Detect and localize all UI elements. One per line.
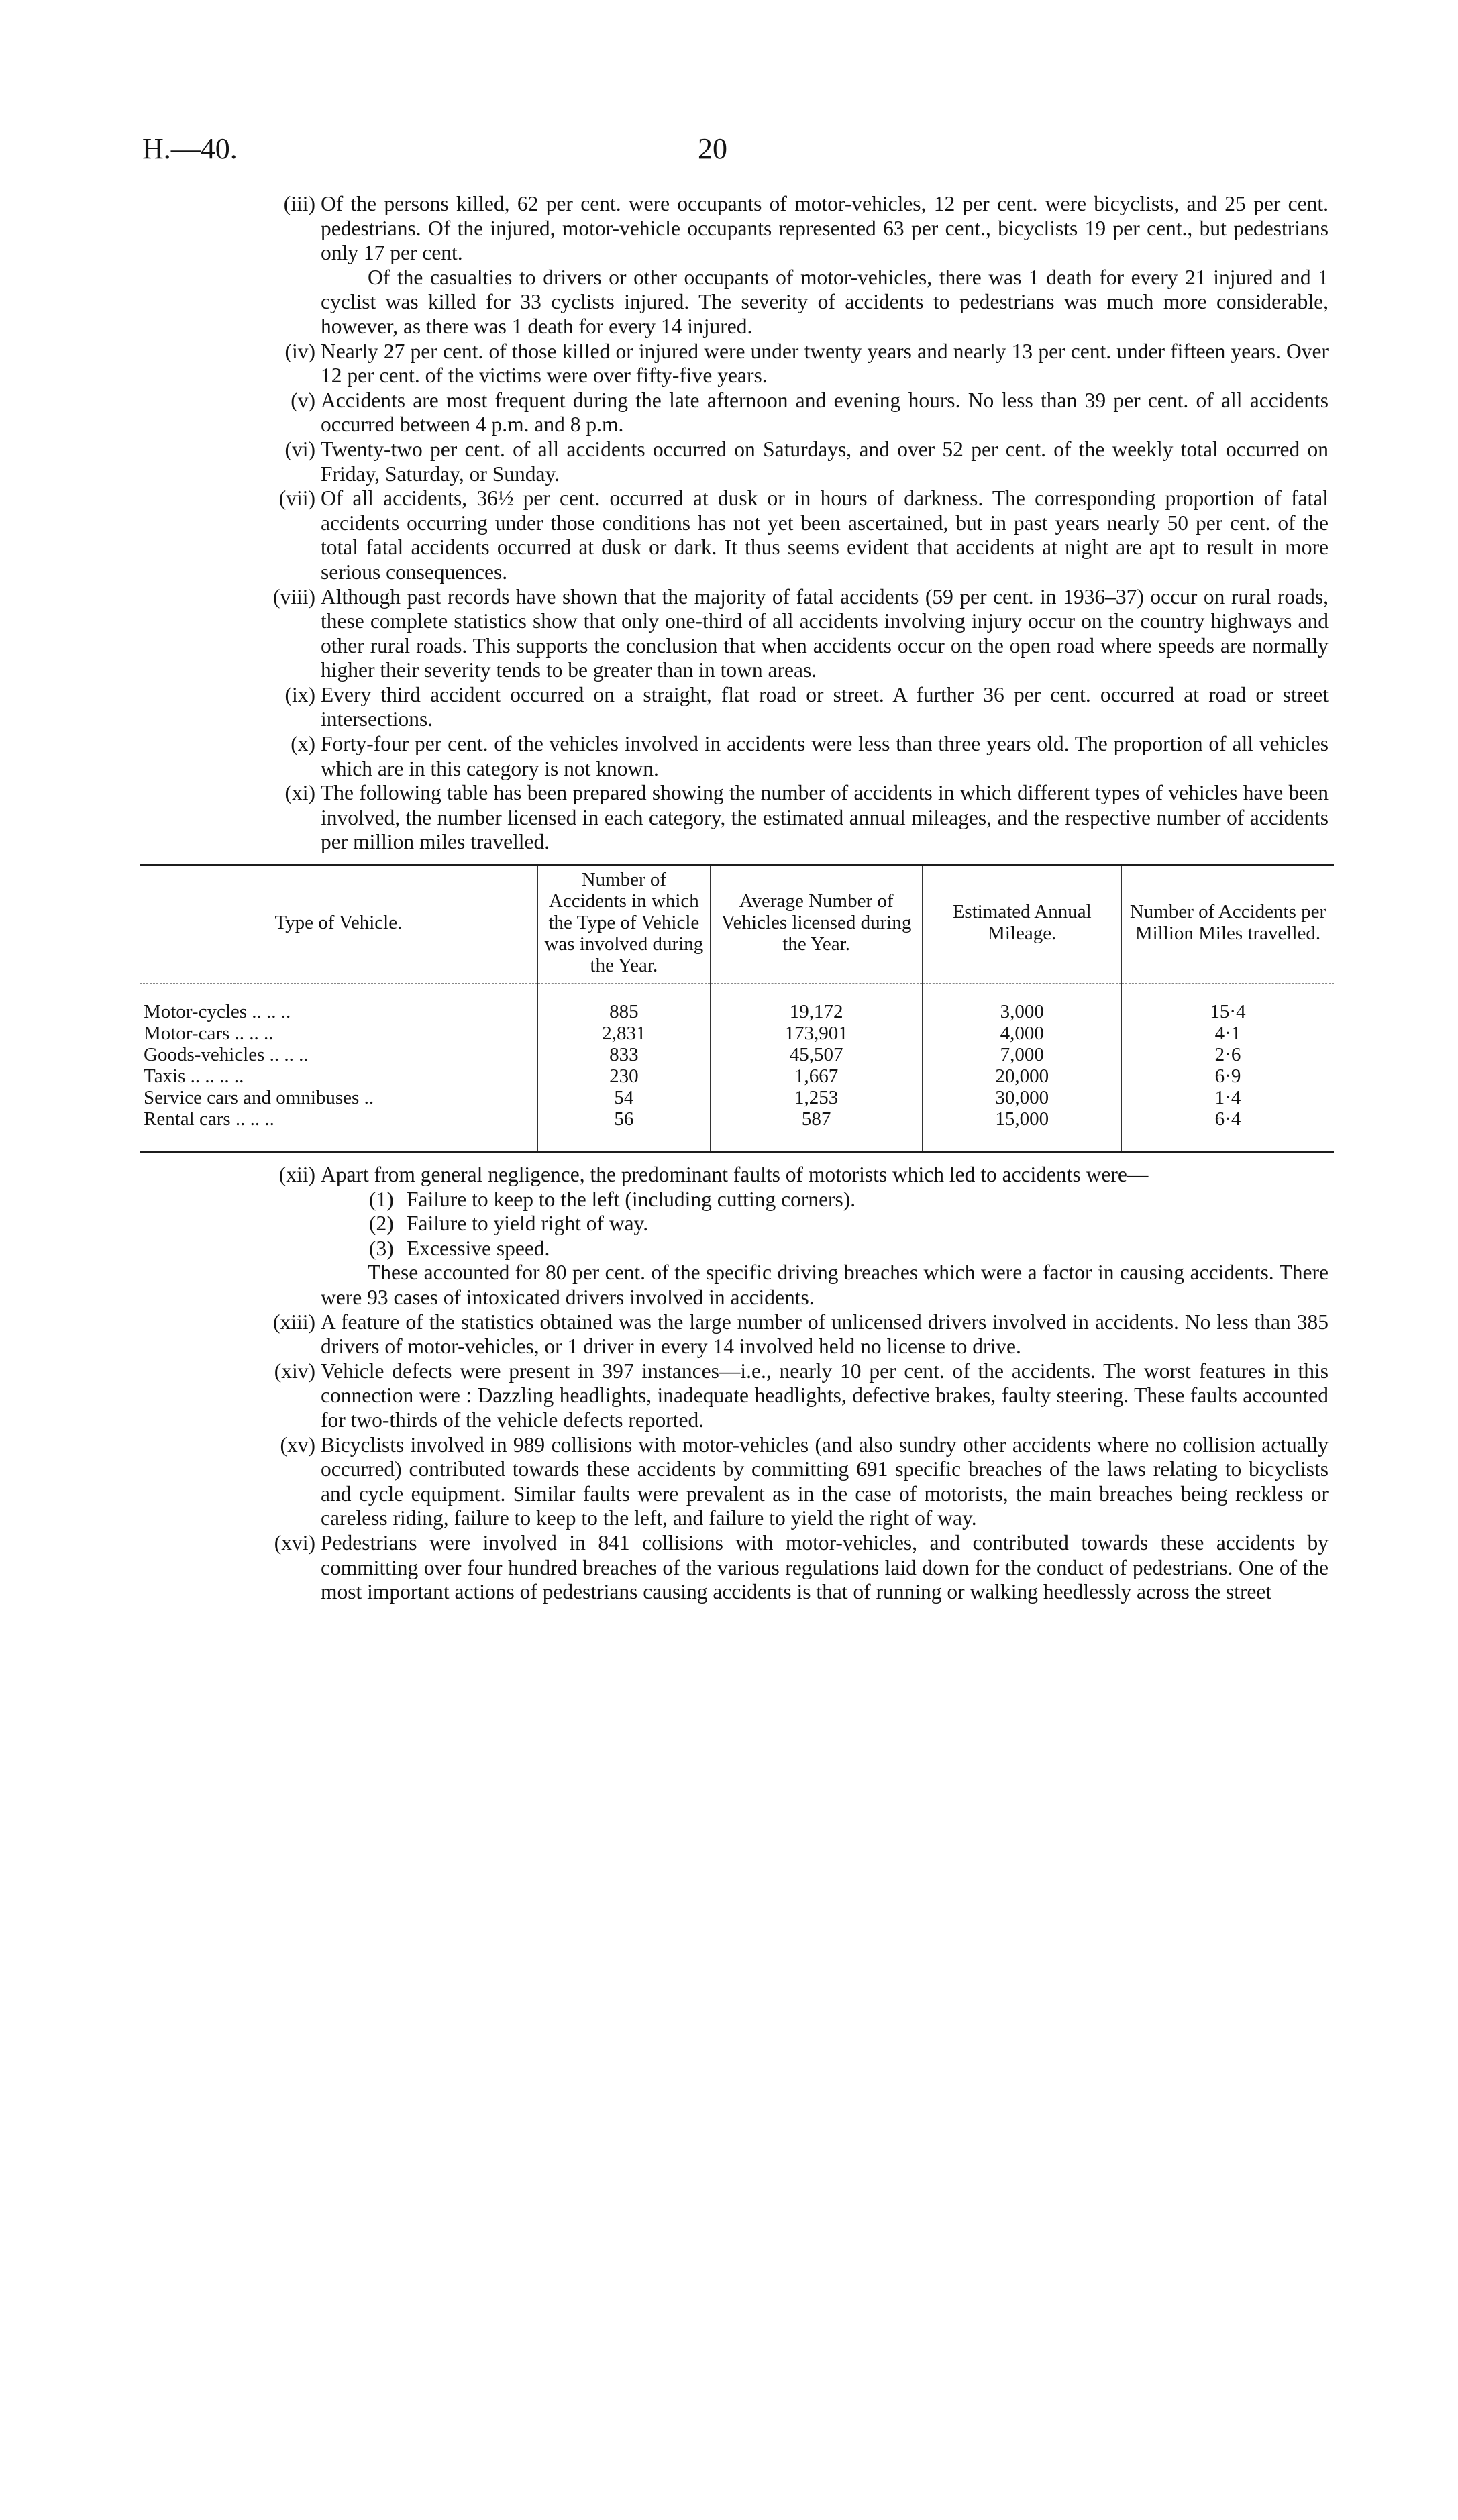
table-row bbox=[140, 1001, 1334, 1022]
item-text: Pedestrians were involved in 841 collisions with motor-vehicles, and contributed towards these accidents by committing over four hundred breaches of the various regulations laid down for the conduct of pedestrians. One of the most important actions of pedestrians causing accidents is that of running or walking heedlessly across the street bbox=[321, 1530, 1329, 1604]
item-number: (x) bbox=[291, 732, 315, 756]
document-reference: H.—40. bbox=[142, 132, 238, 165]
item-text: A feature of the statistics obtained was the large number of unlicensed drivers involved in accidents. No less than 385 drivers of motor-vehicles, or 1 driver in every 14 involved held no license to drive. bbox=[321, 1310, 1329, 1359]
item-text: Twenty-two per cent. of all accidents occurred on Saturdays, and over 52 per cent. of the weekly total occurred on Friday, Saturday, or Sunday. bbox=[321, 437, 1329, 486]
list-item bbox=[201, 388, 1329, 437]
list-item bbox=[201, 486, 1329, 584]
cell-per-million: 6·4 bbox=[1122, 1108, 1334, 1130]
item-number: (ix) bbox=[284, 682, 315, 706]
item-text: Forty-four per cent. of the vehicles involved in accidents were less than three years old. The proportion of all vehicles which are in this category is not known. bbox=[321, 732, 1329, 780]
cell-accidents: 230 bbox=[537, 1065, 710, 1087]
list-item bbox=[201, 192, 1329, 266]
header-per-million: Number of Accidents per Million Miles travelled. bbox=[1122, 866, 1334, 984]
cell-per-million: 15·4 bbox=[1122, 1001, 1334, 1022]
cell-type: Motor-cycles .. .. .. bbox=[144, 1001, 291, 1023]
item-text: Accidents are most frequent during the late afternoon and evening hours. No less than 39 per cent. of all accidents occurred between 4 p.m. and 8 p.m. bbox=[321, 388, 1329, 437]
list-item bbox=[201, 585, 1329, 683]
page-number: 20 bbox=[698, 132, 727, 165]
list-item bbox=[201, 732, 1329, 781]
item-number: (vi) bbox=[284, 437, 315, 461]
cell-mileage: 3,000 bbox=[923, 1001, 1122, 1022]
cell-per-million: 4·1 bbox=[1122, 1022, 1334, 1044]
cell-accidents: 833 bbox=[537, 1044, 710, 1065]
item-xii bbox=[201, 1163, 1329, 1310]
cell-accidents: 54 bbox=[537, 1087, 710, 1108]
item-text: Nearly 27 per cent. of those killed or injured were under twenty years and nearly 13 per cent. under fifteen years. Over 12 per cent. of the victims were over fifty-five years. bbox=[321, 339, 1329, 388]
cell-per-million: 6·9 bbox=[1122, 1065, 1334, 1087]
header-mileage: Estimated Annual Mileage. bbox=[923, 866, 1122, 984]
table-row bbox=[140, 1065, 1334, 1087]
list-item bbox=[201, 683, 1329, 732]
continuation-paragraph: Of the casualties to drivers or other occupants of motor-vehicles, there was 1 death for every 21 injured and 1 cyclist was killed for 33 cyclists injured. The severity of accidents to pedestrians was much more considerable, however, as there was 1 death for every 14 injured. bbox=[321, 265, 1329, 338]
list-item bbox=[201, 1433, 1329, 1531]
item-number: (vii) bbox=[278, 486, 315, 511]
header-licensed: Average Number of Vehicles licensed during the Year. bbox=[710, 866, 922, 984]
cell-type: Motor-cars .. .. .. bbox=[144, 1022, 274, 1045]
fault-number: (2) bbox=[369, 1212, 394, 1236]
item-text: Apart from general negligence, the predominant faults of motorists which led to accidents were— bbox=[321, 1163, 1149, 1187]
list-item bbox=[201, 1531, 1329, 1605]
table-header-row bbox=[140, 866, 1334, 984]
fault-list-item bbox=[201, 1237, 1329, 1261]
body-text bbox=[144, 192, 1329, 1605]
cell-per-million: 2·6 bbox=[1122, 1044, 1334, 1065]
items-after-table bbox=[201, 1310, 1329, 1605]
vehicle-statistics-table bbox=[140, 866, 1334, 1151]
fault-list-item bbox=[201, 1188, 1329, 1212]
items-before-table bbox=[201, 192, 1329, 855]
item-text: Although past records have shown that the majority of fatal accidents (59 per cent. in 1936–37) occur on rural roads, these complete statistics show that only one-third of all accidents involving injury occur on the country highways and other rural roads. This supports the conclusion that when accidents occur on the open road where speeds are normally higher their severity tends to be greater than in town areas. bbox=[321, 584, 1329, 682]
item-number: (xvi) bbox=[274, 1530, 315, 1555]
list-item bbox=[201, 1359, 1329, 1433]
table-row bbox=[140, 1108, 1334, 1130]
cell-type: Taxis .. .. .. .. bbox=[144, 1065, 244, 1088]
item-text: Every third accident occurred on a straight, flat road or street. A further 36 per cent. occurred at road or street intersections. bbox=[321, 682, 1329, 731]
item-number: (v) bbox=[291, 388, 315, 412]
cell-mileage: 20,000 bbox=[923, 1065, 1122, 1087]
cell-mileage: 7,000 bbox=[923, 1044, 1122, 1065]
item-number: (iii) bbox=[283, 192, 315, 215]
list-item bbox=[201, 1163, 1329, 1188]
item-text: Vehicle defects were present in 397 instances—i.e., nearly 10 per cent. of the accidents. The worst features in this connection were : Dazzling headlights, inadequate headlights, defective brakes, faulty steering. These faults accounted for two-thirds of the vehicle defects reported. bbox=[321, 1359, 1329, 1432]
item-number: (iv) bbox=[284, 339, 315, 363]
item-text: Of the persons killed, 62 per cent. were occupants of motor-vehicles, 12 per cent. were bicyclists, and 25 per cent. pedestrians. Of the injured, motor-vehicle occupants represented 63 per cent., bicyclists 19 per cent., but pedestrians only 17 per cent. bbox=[321, 192, 1329, 265]
item-number: (xii) bbox=[278, 1163, 315, 1187]
item-number: (xiii) bbox=[273, 1310, 315, 1334]
cell-accidents: 2,831 bbox=[537, 1022, 710, 1044]
item-follow-text: These accounted for 80 per cent. of the specific driving breaches which were a factor in causing accidents. There were 93 cases of intoxicated drivers involved in accidents. bbox=[321, 1261, 1329, 1309]
cell-mileage: 4,000 bbox=[923, 1022, 1122, 1044]
fault-number: (3) bbox=[369, 1236, 394, 1260]
header-accidents: Number of Accidents in which the Type of Vehicle was involved during the Year. bbox=[537, 866, 710, 984]
cell-mileage: 15,000 bbox=[923, 1108, 1122, 1130]
cell-per-million: 1·4 bbox=[1122, 1087, 1334, 1108]
item-text: Bicyclists involved in 989 collisions with motor-vehicles (and also sundry other accidents where no collision actually occurred) contributed towards these accidents by committing 691 specific breaches of the laws relating to bicyclists and cycle equipment. Similar faults were prevalent as in the case of motorists, the main breaches being reckless or careless riding, failure to keep to the left, and failure to yield the right of way. bbox=[321, 1432, 1329, 1530]
cell-licensed: 19,172 bbox=[710, 1001, 922, 1022]
cell-licensed: 1,253 bbox=[710, 1087, 922, 1108]
header-type: Type of Vehicle. bbox=[140, 866, 537, 984]
table-row bbox=[140, 1044, 1334, 1065]
table-bottom-rule bbox=[140, 1151, 1334, 1153]
item-number: (viii) bbox=[273, 584, 315, 609]
item-number: (xv) bbox=[280, 1432, 315, 1457]
list-item bbox=[201, 339, 1329, 388]
cell-type: Rental cars .. .. .. bbox=[144, 1108, 274, 1131]
cell-mileage: 30,000 bbox=[923, 1087, 1122, 1108]
fault-text: Failure to yield right of way. bbox=[407, 1212, 649, 1236]
list-item bbox=[201, 781, 1329, 855]
fault-text: Failure to keep to the left (including cutting corners). bbox=[407, 1187, 856, 1211]
cell-type: Goods-vehicles .. .. .. bbox=[144, 1044, 309, 1066]
item-text: Of all accidents, 36½ per cent. occurred at dusk or in hours of darkness. The corresponding proportion of fatal accidents occurring under those conditions has not yet been ascertained, but in past years nearly 50 per cent. of the total fatal accidents occurred at dusk or dark. It thus seems evident that accidents at night are apt to result in more serious consequences. bbox=[321, 486, 1329, 584]
fault-number: (1) bbox=[369, 1187, 394, 1211]
fault-list-item bbox=[201, 1212, 1329, 1237]
cell-licensed: 173,901 bbox=[710, 1022, 922, 1044]
cell-type: Service cars and omnibuses .. bbox=[144, 1087, 374, 1109]
item-number: (xiv) bbox=[274, 1359, 315, 1383]
cell-accidents: 56 bbox=[537, 1108, 710, 1130]
list-item bbox=[201, 437, 1329, 486]
cell-licensed: 45,507 bbox=[710, 1044, 922, 1065]
item-text: The following table has been prepared showing the number of accidents in which different types of vehicles have been involved, the number licensed in each category, the estimated annual mileages, and the respective number of accidents per million miles travelled. bbox=[321, 781, 1329, 854]
table-row bbox=[140, 1087, 1334, 1108]
cell-licensed: 587 bbox=[710, 1108, 922, 1130]
cell-accidents: 885 bbox=[537, 1001, 710, 1022]
cell-licensed: 1,667 bbox=[710, 1065, 922, 1087]
vehicle-table bbox=[140, 864, 1334, 1153]
fault-text: Excessive speed. bbox=[407, 1236, 550, 1260]
list-item bbox=[201, 1310, 1329, 1359]
table-body bbox=[140, 984, 1334, 1152]
fault-list bbox=[201, 1188, 1329, 1261]
table-row bbox=[140, 1022, 1334, 1044]
item-number: (xi) bbox=[284, 781, 315, 805]
